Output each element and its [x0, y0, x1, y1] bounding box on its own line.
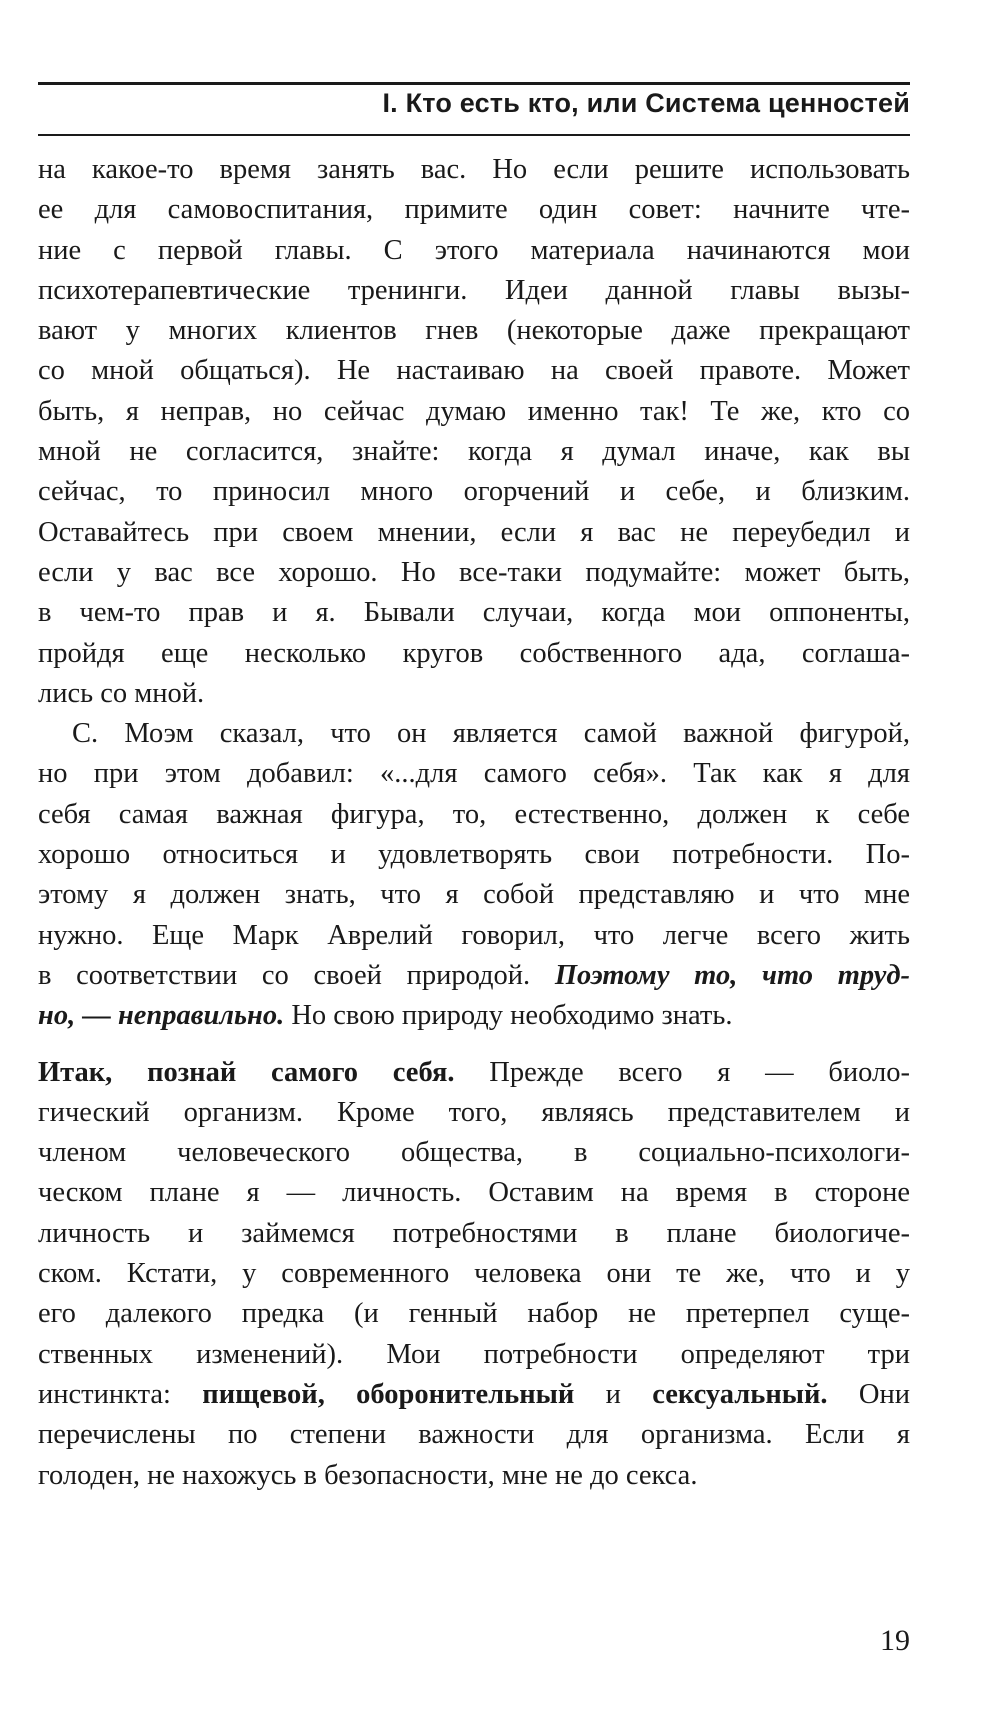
- paragraph-1: [38, 150, 910, 714]
- text-line: мной не согласится, знайте: когда я думал иначе, как вы: [38, 436, 910, 468]
- text-line: этому я должен знать, что я собой представляю и что мне: [38, 879, 910, 911]
- text-line: лись со мной.: [38, 677, 205, 709]
- text-line: голоден, не нахожусь в безопасности, мне не до секса.: [38, 1459, 698, 1491]
- text-line: нужно. Еще Марк Аврелий говорил, что легче всего жить: [38, 919, 910, 951]
- text-run: Но свою природу необходимо знать.: [284, 1000, 733, 1032]
- text-line: пройдя еще несколько кругов собственного ада, соглаша-: [38, 637, 910, 669]
- text-line: Оставайтесь при своем мнении, если я вас не переубедил и: [38, 516, 910, 548]
- text-line: членом человеческого общества, в социально-психологи-: [38, 1137, 910, 1169]
- text-line: со мной общаться). Не настаиваю на своей правоте. Может: [38, 355, 910, 387]
- text-line: ском. Кстати, у современного человека они те же, что и у: [38, 1258, 910, 1290]
- text-line: вают у многих клиентов гнев (некоторые даже прекращают: [38, 315, 910, 347]
- text-run: в соответствии со своей природой.: [38, 959, 555, 991]
- text-line: личность и займемся потребностями в плане биологиче-: [38, 1217, 910, 1249]
- bold-lead-text: Итак, познай самого себя.: [38, 1056, 455, 1088]
- text-run: Прежде всего я — биоло-: [454, 1056, 910, 1088]
- text-line: его далекого предка (и генный набор не претерпел суще-: [38, 1298, 910, 1330]
- emphasis-text: Поэтому то, что труд-: [554, 959, 910, 991]
- text-line: перечислены по степени важности для организма. Если я: [38, 1419, 910, 1451]
- header-bottom-rule: [38, 134, 910, 136]
- running-header-title: I. Кто есть кто, или Система ценностей: [382, 88, 910, 118]
- text-line: С. Моэм сказал, что он является самой важной фигурой,: [72, 718, 910, 750]
- text-line: гический организм. Кроме того, являясь представителем и: [38, 1096, 910, 1128]
- paragraph-2: [38, 714, 910, 1036]
- text-run: инстинкта:: [38, 1378, 203, 1410]
- emphasis-text: но, — неправильно.: [38, 1000, 285, 1032]
- text-line: но при этом добавил: «...для самого себя». Так как я для: [38, 758, 910, 790]
- text-line: сейчас, то приносил много огорчений и себе, и близким.: [38, 476, 910, 508]
- header-top-rule: [38, 82, 910, 85]
- text-line: ние с первой главы. С этого материала начинаются мои: [38, 234, 910, 266]
- body-text: [38, 150, 910, 1496]
- text-line: хорошо относиться и удовлетворять свои потребности. По-: [38, 839, 910, 871]
- text-line: если у вас все хорошо. Но все-таки подумайте: может быть,: [38, 556, 910, 588]
- paragraph-3: [38, 1053, 910, 1496]
- bold-term: сексуальный.: [652, 1378, 828, 1410]
- text-run: и: [574, 1378, 653, 1410]
- text-line: на какое-то время занять вас. Но если решите использовать: [38, 154, 910, 185]
- text-line: быть, я неправ, но сейчас думаю именно так! Те же, кто со: [38, 395, 910, 427]
- text-line: [38, 996, 910, 1036]
- text-line: себя самая важная фигура, то, естественно, должен к себе: [38, 798, 910, 830]
- text-line: ее для самовоспитания, примите один совет: начните чте-: [38, 194, 910, 226]
- bold-term: пищевой, оборонительный: [202, 1378, 575, 1410]
- text-line: в чем-то прав и я. Бывали случаи, когда мои оппоненты,: [38, 597, 910, 629]
- text-line: психотерапевтические тренинги. Идеи данной главы вызы-: [38, 274, 910, 306]
- text-line: [38, 1053, 910, 1093]
- text-run: Они: [827, 1378, 910, 1410]
- page-number: 19: [880, 1624, 910, 1657]
- text-line: ческом плане я — личность. Оставим на время в стороне: [38, 1177, 910, 1209]
- text-line: ственных изменений). Мои потребности определяют три: [38, 1338, 910, 1370]
- text-line: [38, 956, 910, 996]
- text-line: [38, 1375, 910, 1415]
- section-spacer: [38, 1037, 910, 1053]
